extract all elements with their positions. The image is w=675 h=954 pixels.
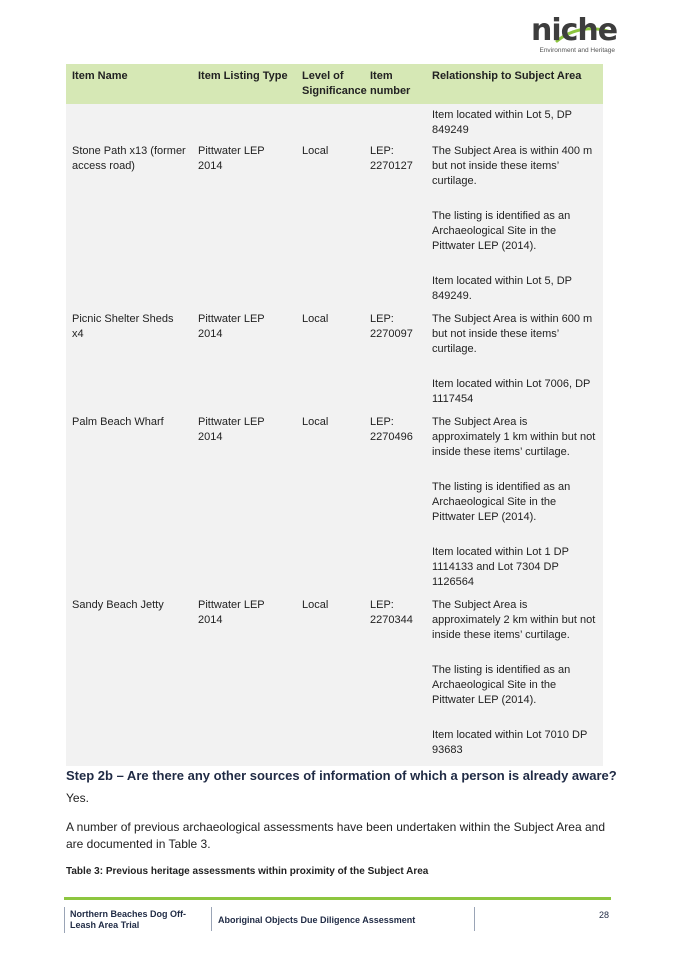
listing-type-cell: Pittwater LEP 2014 bbox=[198, 313, 265, 340]
header-item-number: Item number bbox=[364, 64, 426, 104]
significance-cell: Local bbox=[302, 599, 329, 611]
relationship-paragraph: The Subject Area is approximately 2 km within but not inside these items’ curtilage. bbox=[432, 599, 596, 641]
page-number: 28 bbox=[598, 910, 609, 920]
relationship-continued-note: Item located within Lot 5, DP 849249 bbox=[432, 109, 572, 136]
relationship-paragraph: The listing is identified as an Archaeological Site in the Pittwater LEP (2014). bbox=[432, 664, 571, 706]
header-item-listing-type: Item Listing Type bbox=[192, 64, 296, 104]
table-row bbox=[66, 415, 603, 598]
niche-logo bbox=[525, 13, 618, 58]
item-number-cell: LEP: 2270496 bbox=[370, 416, 413, 443]
relationship-paragraph: Item located within Lot 7006, DP 1117454 bbox=[432, 378, 591, 405]
footer-project-title: Northern Beaches Dog Off-Leash Area Trial bbox=[70, 909, 187, 930]
item-name-cell: Palm Beach Wharf bbox=[72, 416, 164, 428]
item-name-cell: Picnic Shelter Sheds x4 bbox=[72, 313, 174, 340]
relationship-paragraph: The listing is identified as an Archaeological Site in the Pittwater LEP (2014). bbox=[432, 210, 571, 252]
item-number-cell: LEP: 2270127 bbox=[370, 145, 413, 172]
relationship-paragraph: The Subject Area is approximately 1 km within but not inside these items’ curtilage. bbox=[432, 416, 596, 458]
relationship-cell bbox=[426, 598, 603, 766]
item-number-cell: LEP: 2270344 bbox=[370, 599, 413, 626]
table-header-row bbox=[66, 64, 603, 104]
relationship-paragraph: The Subject Area is within 600 m but not inside these items’ curtilage. bbox=[432, 313, 593, 355]
header-relationship: Relationship to Subject Area bbox=[426, 64, 603, 104]
logo-wordmark: niche bbox=[531, 13, 618, 48]
listing-type-cell: Pittwater LEP 2014 bbox=[198, 599, 265, 626]
footer-divider bbox=[211, 907, 212, 931]
significance-cell: Local bbox=[302, 313, 329, 325]
table-row bbox=[66, 598, 603, 766]
relationship-paragraph: The listing is identified as an Archaeological Site in the Pittwater LEP (2014). bbox=[432, 481, 571, 523]
footer-report-title: Aboriginal Objects Due Diligence Assessment bbox=[218, 915, 416, 925]
relationship-cell bbox=[426, 415, 603, 598]
table-row bbox=[66, 144, 603, 312]
table-3-caption: Table 3: Previous heritage assessments within proximity of the Subject Area bbox=[66, 866, 429, 877]
relationship-cell bbox=[426, 312, 603, 415]
relationship-paragraph: Item located within Lot 5, DP 849249. bbox=[432, 275, 572, 302]
relationship-paragraph: The Subject Area is within 400 m but not inside these items’ curtilage. bbox=[432, 145, 593, 187]
header-level-of-significance: Level of Significance bbox=[296, 64, 364, 104]
header-item-name: Item Name bbox=[66, 64, 192, 104]
footer-divider bbox=[64, 907, 65, 933]
significance-cell: Local bbox=[302, 416, 329, 428]
step-paragraph: A number of previous archaeological assessments have been undertaken within the Subject Area and are documented in Table 3. bbox=[66, 820, 606, 851]
item-name-cell: Sandy Beach Jetty bbox=[72, 599, 164, 611]
relationship-paragraph: Item located within Lot 1 DP 1114133 and Lot 7304 DP 1126564 bbox=[432, 546, 569, 588]
footer-green-rule bbox=[64, 897, 611, 900]
relationship-paragraph: Item located within Lot 7010 DP 93683 bbox=[432, 729, 588, 756]
logo-tagline: Environment and Heritage bbox=[539, 47, 615, 54]
table-row-continuation bbox=[66, 104, 603, 144]
relationship-cell bbox=[426, 144, 603, 312]
item-name-cell: Stone Path x13 (former access road) bbox=[72, 145, 186, 172]
heritage-items-table bbox=[66, 64, 603, 766]
footer-divider bbox=[474, 907, 475, 931]
significance-cell: Local bbox=[302, 145, 329, 157]
step-answer: Yes. bbox=[66, 791, 89, 805]
table-row bbox=[66, 312, 603, 415]
listing-type-cell: Pittwater LEP 2014 bbox=[198, 416, 265, 443]
listing-type-cell: Pittwater LEP 2014 bbox=[198, 145, 265, 172]
step-2b-heading: Step 2b – Are there any other sources of information of which a person is already aware? bbox=[66, 768, 617, 783]
item-number-cell: LEP: 2270097 bbox=[370, 313, 413, 340]
